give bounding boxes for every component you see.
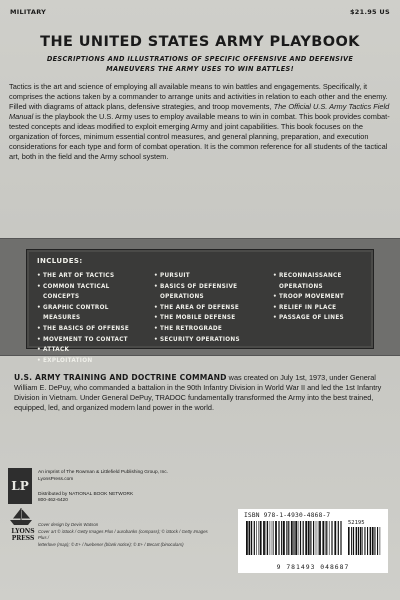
bullet-icon: • bbox=[154, 273, 158, 279]
logo-name-line-1: LYONS bbox=[11, 528, 35, 535]
header-bar bbox=[10, 6, 390, 18]
barcode-addon: 52195 bbox=[348, 520, 365, 526]
bullet-icon: • bbox=[273, 273, 277, 279]
includes-item-label: TROOP MOVEMENT bbox=[279, 294, 345, 301]
price-label: $21.95 US bbox=[349, 8, 390, 16]
bullet-icon: • bbox=[37, 325, 41, 332]
ship-icon bbox=[8, 506, 34, 526]
includes-item-label: RELIEF IN PLACE bbox=[279, 304, 337, 311]
book-subtitle: DESCRIPTIONS AND ILLUSTRATIONS OF SPECIFIC OFFENSIVE AND DEFENSIVE MANEUVERS THE ARMY USES TO WIN BATTLES! bbox=[46, 55, 354, 73]
includes-item bbox=[37, 324, 147, 335]
bullet-icon: • bbox=[154, 315, 158, 322]
credit-line-1: Cover design by Devin Watson bbox=[38, 522, 99, 527]
category-label: MILITARY bbox=[10, 8, 47, 16]
bullet-icon: • bbox=[154, 325, 158, 332]
includes-item-label: THE MOBILE DEFENSE bbox=[160, 315, 236, 322]
barcode-box bbox=[238, 509, 388, 573]
credit-line-3: letterlove (map); © E+ / huebener (blank notice); © E+ / Becart (binoculars) bbox=[38, 541, 184, 547]
tradoc-paragraph bbox=[14, 373, 388, 413]
bullet-icon: • bbox=[37, 304, 41, 311]
cover-credits bbox=[38, 522, 213, 548]
includes-item bbox=[37, 356, 147, 367]
includes-item bbox=[37, 335, 147, 346]
includes-item-label: THE AREA OF DEFENSE bbox=[160, 304, 240, 311]
imprint-line-1: An imprint of The Rowman & Littlefield Publishing Group, Inc. bbox=[38, 470, 169, 475]
includes-heading: INCLUDES: bbox=[37, 257, 83, 265]
publisher-text bbox=[38, 470, 208, 505]
includes-item bbox=[273, 271, 363, 292]
distributor-line: Distributed by NATIONAL BOOK NETWORK bbox=[38, 491, 134, 497]
distributor-phone: 800-462-6420 bbox=[38, 498, 68, 504]
includes-item bbox=[273, 292, 363, 303]
book-title: THE UNITED STATES ARMY PLAYBOOK bbox=[40, 34, 360, 50]
bullet-icon: • bbox=[273, 294, 277, 301]
includes-item-label: GRAPHIC CONTROL MEASURES bbox=[43, 304, 109, 322]
includes-item-label: THE RETROGRADE bbox=[160, 325, 223, 332]
includes-band bbox=[0, 238, 400, 364]
bullet-icon: • bbox=[37, 347, 41, 354]
includes-item-label: PASSAGE OF LINES bbox=[279, 315, 344, 322]
bullet-icon: • bbox=[154, 336, 158, 343]
intro-text-1: Tactics is the art and science of employing all available means to win battles and engagements. Specifically, it comprises the actions taken by a commander to arrange units and activities in relation to each other and the enemy. Filled with diagrams of attack plans, defensive strategies, and troop movements, bbox=[9, 82, 388, 112]
includes-item bbox=[37, 271, 147, 282]
publisher-logo: LP bbox=[8, 468, 32, 504]
includes-item-label: THE BASICS OF OFFENSE bbox=[43, 325, 130, 332]
bullet-icon: • bbox=[37, 357, 41, 364]
includes-item bbox=[37, 282, 147, 303]
tradoc-body: was created on July 1st, 1973, under General William E. DePuy, who commanded a battalion in the 90th Infantry Division in World War II and led the 1st Infantry Division in Vietnam. Under General DePuy, TRADOC fundamentally transformed the Army into the best trained, equipped, led, and organized modern land power in the world. bbox=[14, 373, 382, 413]
includes-item-label: ATTACK bbox=[43, 347, 70, 354]
includes-column-2 bbox=[154, 271, 266, 366]
includes-item bbox=[154, 324, 266, 335]
includes-item-label: MOVEMENT TO CONTACT bbox=[43, 336, 128, 343]
includes-item-label: RECONNAISSANCE OPERATIONS bbox=[279, 273, 342, 290]
bullet-icon: • bbox=[154, 283, 158, 290]
bullet-icon: • bbox=[154, 304, 158, 311]
intro-paragraph bbox=[9, 82, 391, 162]
includes-columns bbox=[37, 271, 363, 366]
includes-item bbox=[154, 282, 266, 303]
logo-name-line-2: PRESS bbox=[11, 535, 35, 542]
includes-item bbox=[154, 303, 266, 314]
imprint-line-2: LyonsPress.com bbox=[38, 476, 74, 482]
isbn-line bbox=[244, 512, 382, 519]
tradoc-lead: U.S. ARMY TRAINING AND DOCTRINE COMMAND bbox=[14, 373, 227, 382]
bullet-icon: • bbox=[37, 283, 41, 290]
includes-item-label: SECURITY OPERATIONS bbox=[160, 336, 240, 343]
bullet-icon: • bbox=[273, 304, 277, 311]
credit-line-2: Cover art © iStock / Getty Images Plus / aurobanks (compass); © iStock / Getty Images Plus / bbox=[38, 528, 208, 541]
includes-column-1 bbox=[37, 271, 147, 366]
includes-item bbox=[154, 271, 266, 282]
includes-item bbox=[154, 313, 266, 324]
bullet-icon: • bbox=[37, 273, 41, 279]
intro-book-name: The Official U.S. Army Tactics Field Manual bbox=[9, 102, 390, 122]
includes-item-label: EXPLOITATION bbox=[43, 357, 93, 364]
includes-item bbox=[37, 303, 147, 324]
includes-item-label: COMMON TACTICAL CONCEPTS bbox=[43, 283, 110, 301]
includes-item bbox=[154, 335, 266, 346]
publisher-block bbox=[8, 468, 208, 598]
includes-item-label: THE ART OF TACTICS bbox=[43, 273, 115, 279]
intro-text-2: is the playbook the U.S. Army uses to employ available means to win in combat. This book provides combat-tested concepts and ideas modified to exploit emerging Army and joint capabilities. This book focuses on the organization of forces, minimum essential control measures, and general planning, preparation, and execution considerations for each type and form of combat operation. It is the common reference for all students of the tactical art, both in the field and the Army school system. bbox=[9, 112, 390, 162]
includes-item-label: BASICS OF DEFENSIVE OPERATIONS bbox=[160, 283, 238, 301]
includes-box bbox=[26, 249, 374, 364]
includes-item bbox=[37, 345, 147, 356]
isbn-text: ISBN 978-1-4930-4868-7 bbox=[244, 512, 331, 519]
includes-item bbox=[273, 303, 363, 314]
publisher-logo-name bbox=[8, 528, 38, 542]
bullet-icon: • bbox=[37, 336, 41, 343]
includes-column-3 bbox=[273, 271, 363, 366]
barcode-icon bbox=[244, 521, 382, 561]
barcode-digits: 9 781493 048687 bbox=[276, 563, 350, 571]
bullet-icon: • bbox=[273, 315, 277, 322]
includes-item bbox=[273, 313, 363, 324]
includes-item-label: PURSUIT bbox=[160, 273, 190, 279]
